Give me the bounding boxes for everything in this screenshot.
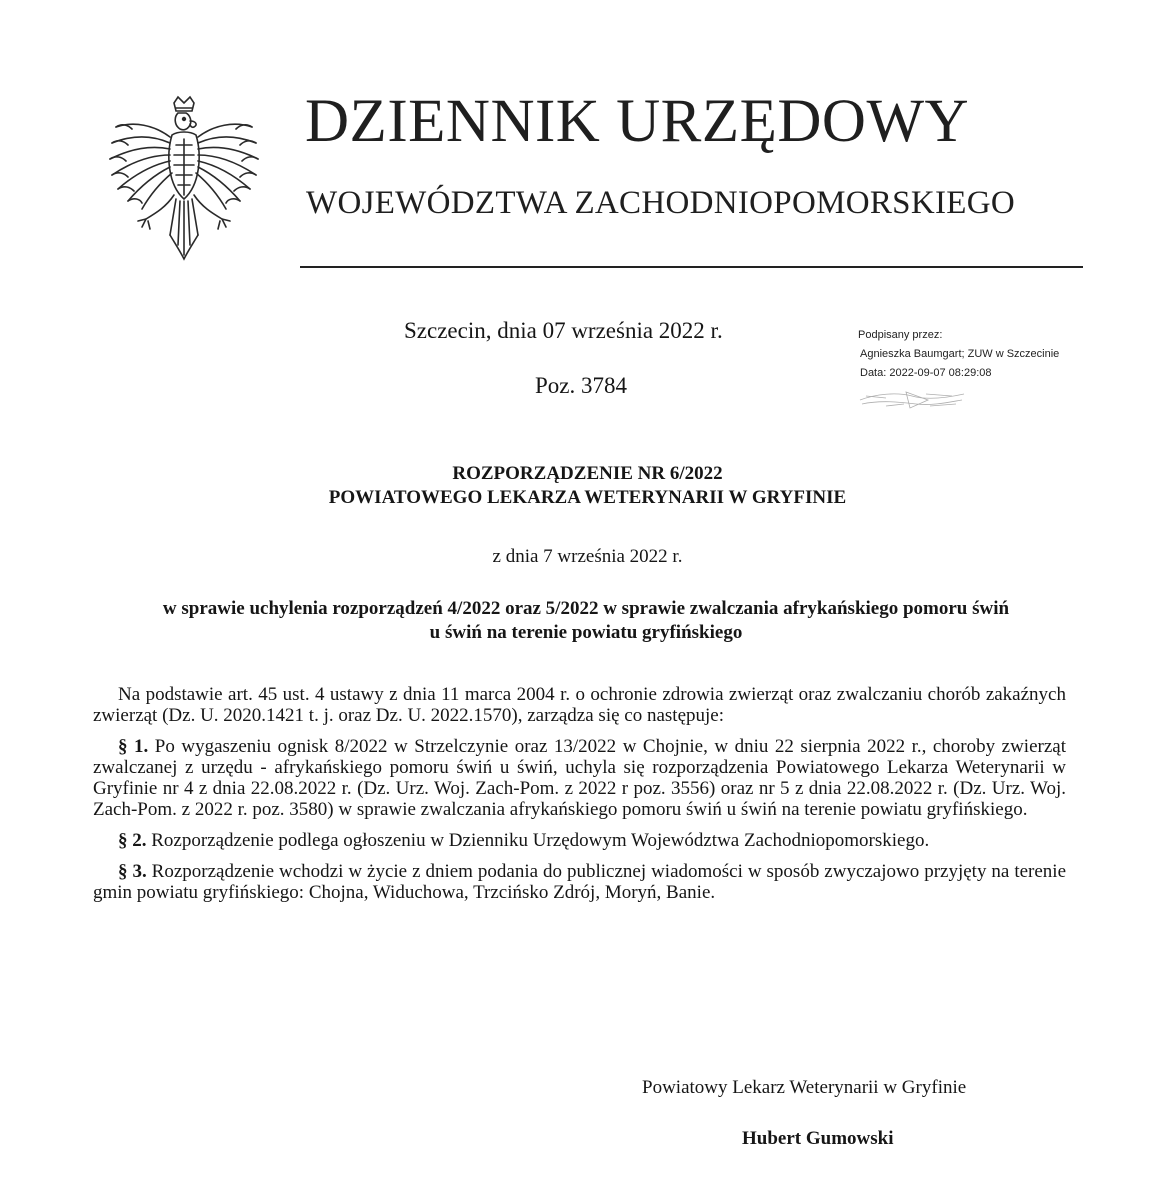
- subject-line-2: u świń na terenie powiatu gryfińskiego: [429, 622, 743, 643]
- regulation-issuer: POWIATOWEGO LEKARZA WETERYNARII W GRYFINIE: [328, 487, 847, 508]
- section-1: [93, 736, 1066, 820]
- publication-place-date: Szczecin, dnia 07 września 2022 r.: [404, 318, 723, 343]
- section-1-text: Po wygaszeniu ognisk 8/2022 w Strzelczynie oraz 13/2022 w Chojnie, w dniu 22 sierpnia 2022 r., choroby zwierząt zwalczanej z urzędu - afrykańskiego pomoru świń u świń, uchyla się rozporządzenia Powiatowego Lekarza Weterynarii w Gryfinie nr 4 z dnia 22.08.2022 r. (Dz. Urz. Woj. Zach-Pom. z 2022 r poz. 3556) oraz nr 5 z dnia 22.08.2022 r. (Dz. Urz. Woj. Zach-Pom. z 2022 r. poz. 3580) w sprawie zwalczania afrykańskiego pomoru świń u świń na terenie powiatu gryfińskiego.: [93, 736, 1066, 820]
- section-3: [93, 861, 1066, 903]
- regulation-number: ROZPORZĄDZENIE NR 6/2022: [452, 463, 723, 484]
- section-2-text: Rozporządzenie podlega ogłoszeniu w Dzienniku Urzędowym Województwa Zachodniopomorskiego.: [146, 830, 930, 851]
- signature-signer: Agnieszka Baumgart; ZUW w Szczecinie: [860, 348, 1060, 360]
- regulation-body: [93, 684, 1066, 913]
- signer-name: Hubert Gumowski: [742, 1128, 894, 1149]
- regulation-subject: [95, 597, 1077, 645]
- legal-basis-paragraph: Na podstawie art. 45 ust. 4 ustawy z dnia 11 marca 2004 r. o ochronie zdrowia zwierząt oraz zwalczaniu chorób zakaźnych zwierząt (Dz. U. 2020.1421 t. j. oraz Dz. U. 2022.1570), zarządza się co następuje:: [93, 684, 1066, 726]
- journal-title: DZIENNIK URZĘDOWY: [305, 88, 970, 155]
- digital-signature-stamp: [858, 326, 1098, 383]
- signature-date: Data: 2022-09-07 08:29:08: [860, 367, 992, 379]
- regulation-title: [200, 462, 975, 510]
- signature-label: Podpisany przez:: [858, 329, 943, 341]
- signer-title: Powiatowy Lekarz Weterynarii w Gryfinie: [642, 1077, 967, 1098]
- regulation-date: z dnia 7 września 2022 r.: [492, 546, 683, 567]
- publication-position: Poz. 3784: [535, 373, 627, 398]
- signature-verification-graphic: [856, 386, 968, 412]
- section-1-label: § 1.: [118, 736, 149, 757]
- header-divider: [300, 266, 1083, 268]
- journal-subtitle: WOJEWÓDZTWA ZACHODNIOPOMORSKIEGO: [306, 185, 1015, 221]
- polish-eagle-emblem-icon: [104, 95, 264, 265]
- section-3-label: § 3.: [118, 861, 147, 882]
- section-3-text: Rozporządzenie wchodzi w życie z dniem podania do publicznej wiadomości w sposób zwyczajowo przyjęty na terenie gmin powiatu gryfińskiego: Chojna, Widuchowa, Trzcińsko Zdrój, Moryń, Banie.: [93, 861, 1066, 903]
- section-2: [93, 830, 1066, 851]
- subject-line-1: w sprawie uchylenia rozporządzeń 4/2022 oraz 5/2022 w sprawie zwalczania afrykańskiego pomoru świń: [162, 598, 1010, 619]
- section-2-label: § 2.: [118, 830, 147, 851]
